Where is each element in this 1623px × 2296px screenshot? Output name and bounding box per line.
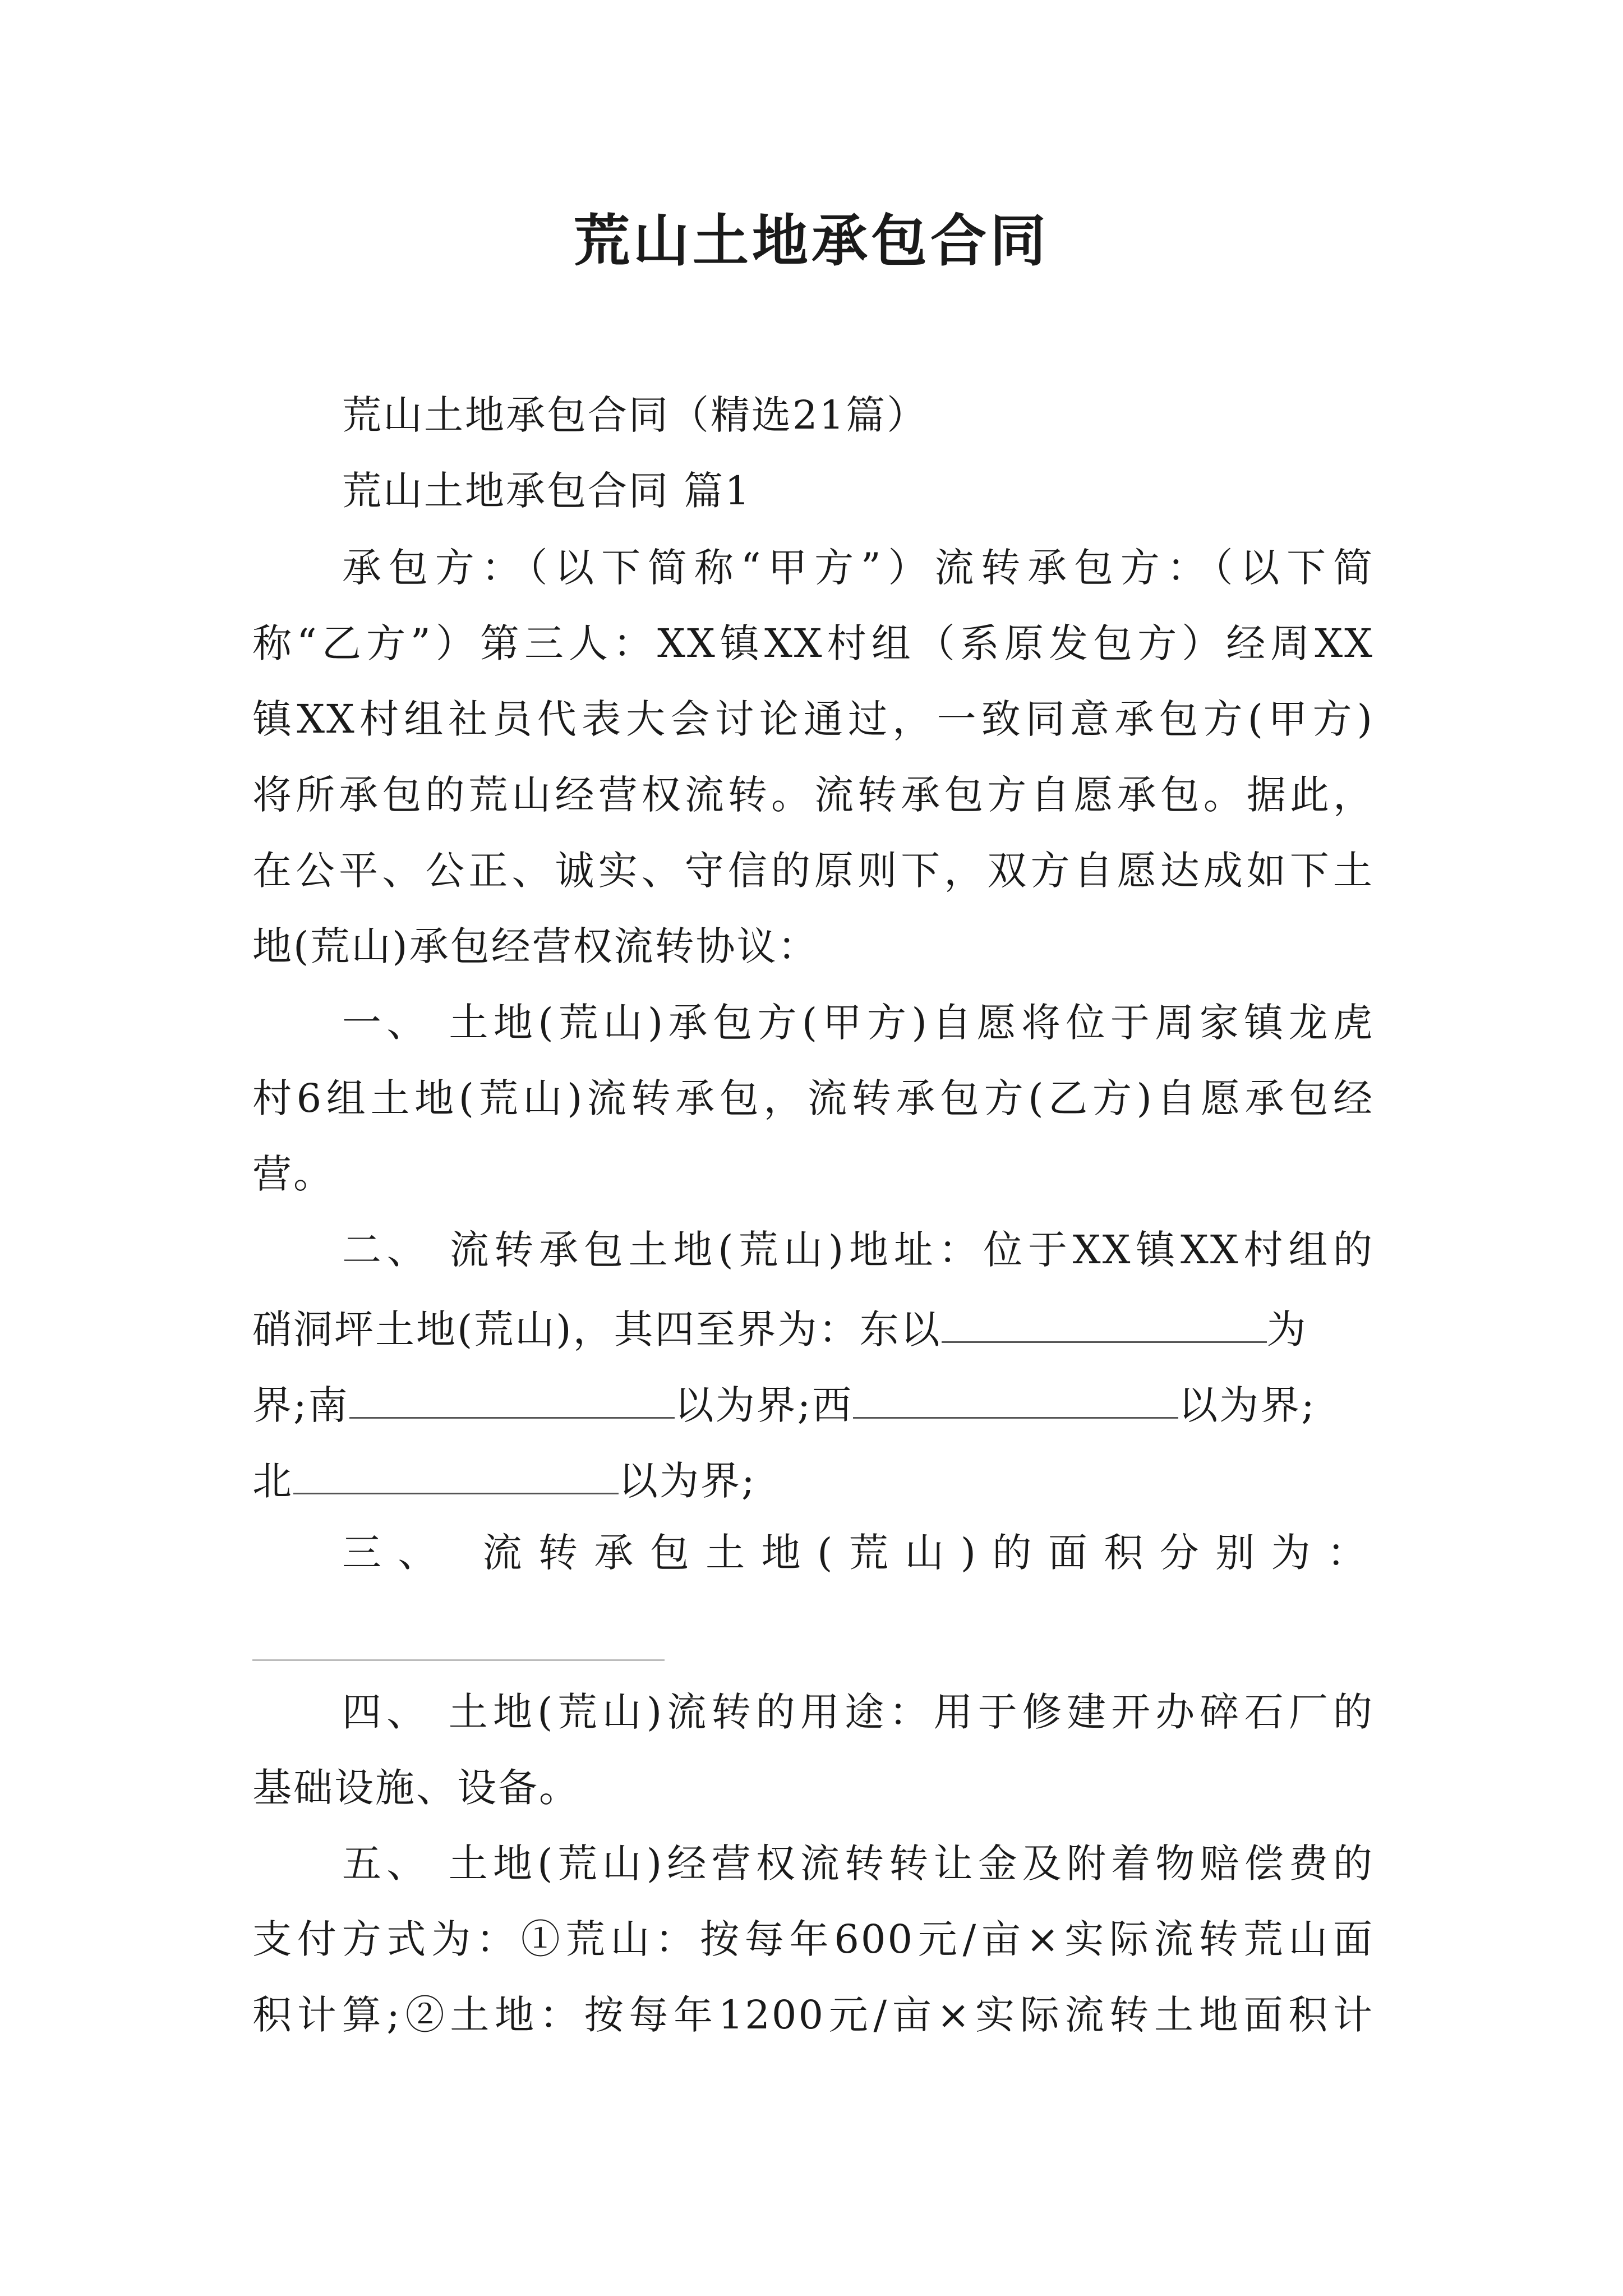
- paragraph-text: 以为界;西: [674, 1382, 854, 1428]
- document-subtitle: 荒山土地承包合同（精选21篇）: [342, 392, 928, 438]
- paragraph-line: 二、 流转承包土地(荒山)地址：位于XX镇XX村组的: [342, 1227, 1374, 1273]
- boundary-line-south-west: [252, 1373, 1374, 1433]
- paragraph-line: 支付方式为：①荒山：按每年600元/亩×实际流转荒山面: [252, 1916, 1374, 1962]
- boundary-line-east: [252, 1297, 1374, 1358]
- paragraph-line: 五、 土地(荒山)经营权流转转让金及附着物赔偿费的: [342, 1841, 1374, 1887]
- paragraph-line: 一、 土地(荒山)承包方(甲方)自愿将位于周家镇龙虎: [342, 1000, 1374, 1046]
- blank-field-east: [942, 1297, 1267, 1343]
- blank-field-area: [252, 1659, 665, 1661]
- blank-field-south: [349, 1373, 675, 1419]
- paragraph-text: 为: [1266, 1306, 1308, 1352]
- paragraph-line: 承包方：（以下简称“甲方”）流转承包方：（以下简: [342, 545, 1374, 591]
- paragraph-text: 硝洞坪土地(荒山)，其四至界为：东以: [252, 1306, 942, 1352]
- blank-field-west: [853, 1373, 1178, 1419]
- paragraph-line: 在公平、公正、诚实、守信的原则下，双方自愿达成如下土: [252, 848, 1374, 894]
- paragraph-line: 四、 土地(荒山)流转的用途：用于修建开办碎石厂的: [342, 1689, 1374, 1735]
- paragraph-line: 镇XX村组社员代表大会讨论通过，一致同意承包方(甲方): [252, 696, 1374, 742]
- paragraph-line: 三、 流转承包土地(荒山)的面积分别为：: [342, 1530, 1374, 1576]
- paragraph-line: 基础设施、设备。: [252, 1765, 580, 1811]
- paragraph-line: 营。: [252, 1151, 334, 1197]
- paragraph-line: 地(荒山)承包经营权流转协议：: [252, 923, 819, 969]
- blank-field-north: [293, 1449, 619, 1494]
- section-heading: 荒山土地承包合同 篇1: [342, 468, 751, 514]
- boundary-line-north: [252, 1449, 1374, 1509]
- paragraph-text: 北: [252, 1458, 293, 1504]
- paragraph-text: 以为界;: [619, 1458, 757, 1504]
- paragraph-line: 称“乙方”）第三人：XX镇XX村组（系原发包方）经周XX: [252, 620, 1374, 666]
- paragraph-line: 村6组土地(荒山)流转承包，流转承包方(乙方)自愿承包经: [252, 1075, 1374, 1121]
- paragraph-text: 以为界;: [1178, 1382, 1316, 1428]
- document-title: 荒山土地承包合同: [574, 208, 1049, 274]
- paragraph-text: 界;南: [252, 1382, 349, 1428]
- paragraph-line: 积计算;②土地：按每年1200元/亩×实际流转土地面积计: [252, 1992, 1374, 2038]
- paragraph-line: 将所承包的荒山经营权流转。流转承包方自愿承包。据此，: [252, 772, 1374, 818]
